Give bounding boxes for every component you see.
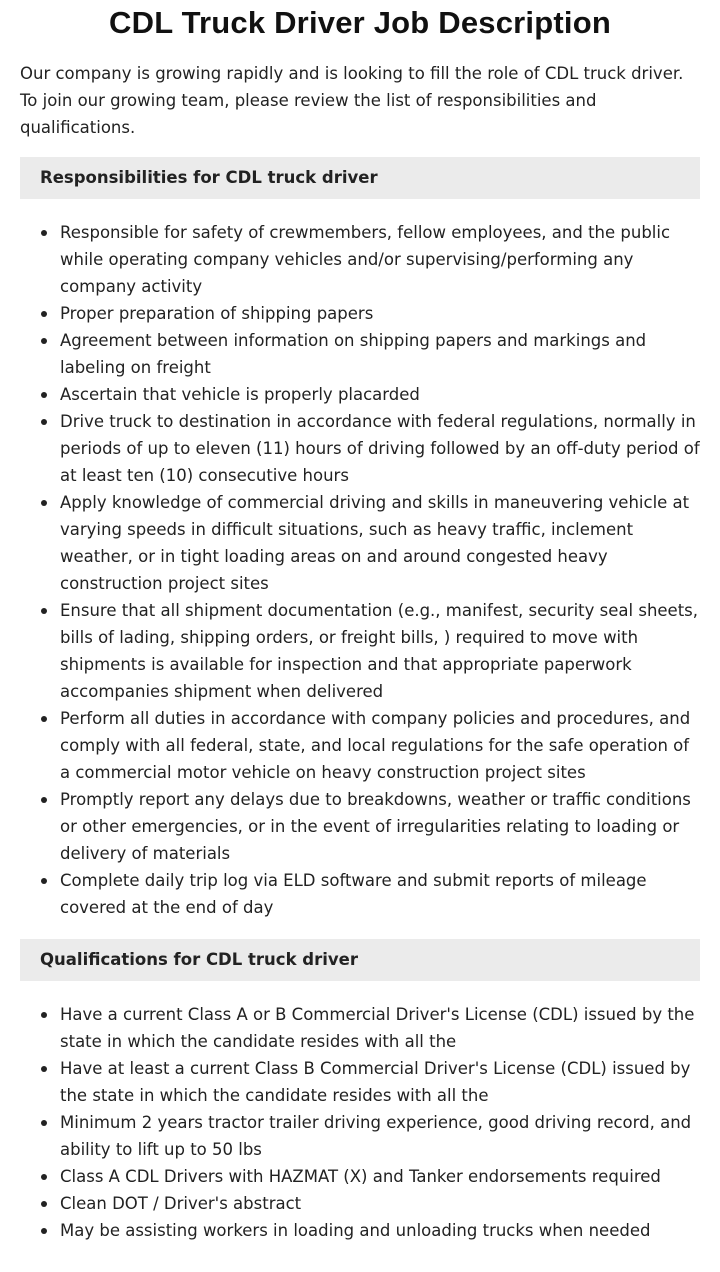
list-item: Have at least a current Class B Commercial Driver's License (CDL) issued by the state in which the candidate resides with all the xyxy=(20,1055,700,1109)
list-item: Apply knowledge of commercial driving and skills in maneuvering vehicle at varying speeds in difficult situations, such as heavy traffic, inclement weather, or in tight loading areas on and around congested heavy construction project sites xyxy=(20,489,700,597)
list-item: Responsible for safety of crewmembers, fellow employees, and the public while operating company vehicles and/or supervising/performing any company activity xyxy=(20,219,700,300)
list-item: Ascertain that vehicle is properly placarded xyxy=(20,381,700,408)
page-title: CDL Truck Driver Job Description xyxy=(109,5,611,40)
list-item: Agreement between information on shipping papers and markings and labeling on freight xyxy=(20,327,700,381)
list-item: Complete daily trip log via ELD software and submit reports of mileage covered at the end of day xyxy=(20,867,700,921)
responsibilities-heading: Responsibilities for CDL truck driver xyxy=(20,157,700,199)
list-item: Have a current Class A or B Commercial Driver's License (CDL) issued by the state in which the candidate resides with all the xyxy=(20,1001,700,1055)
responsibilities-list xyxy=(20,219,700,921)
qualifications-heading: Qualifications for CDL truck driver xyxy=(20,939,700,981)
list-item: Minimum 2 years tractor trailer driving experience, good driving record, and ability to lift up to 50 lbs xyxy=(20,1109,700,1163)
intro-paragraph: Our company is growing rapidly and is looking to fill the role of CDL truck driver. To join our growing team, please review the list of responsibilities and qualifications. xyxy=(20,64,684,137)
list-item: Class A CDL Drivers with HAZMAT (X) and Tanker endorsements required xyxy=(20,1163,700,1190)
list-item: Promptly report any delays due to breakdowns, weather or traffic conditions or other emergencies, or in the event of irregularities relating to loading or delivery of materials xyxy=(20,786,700,867)
qualifications-list xyxy=(20,1001,700,1244)
list-item: Clean DOT / Driver's abstract xyxy=(20,1190,700,1217)
list-item: Drive truck to destination in accordance with federal regulations, normally in periods of up to eleven (11) hours of driving followed by an off-duty period of at least ten (10) consecutive hours xyxy=(20,408,700,489)
list-item: May be assisting workers in loading and unloading trucks when needed xyxy=(20,1217,700,1244)
list-item: Ensure that all shipment documentation (e.g., manifest, security seal sheets, bills of lading, shipping orders, or freight bills, ) required to move with shipments is available for inspection and that appropriate paperwork accompanies shipment when delivered xyxy=(20,597,700,705)
list-item: Perform all duties in accordance with company policies and procedures, and comply with all federal, state, and local regulations for the safe operation of a commercial motor vehicle on heavy construction project sites xyxy=(20,705,700,786)
list-item: Proper preparation of shipping papers xyxy=(20,300,700,327)
